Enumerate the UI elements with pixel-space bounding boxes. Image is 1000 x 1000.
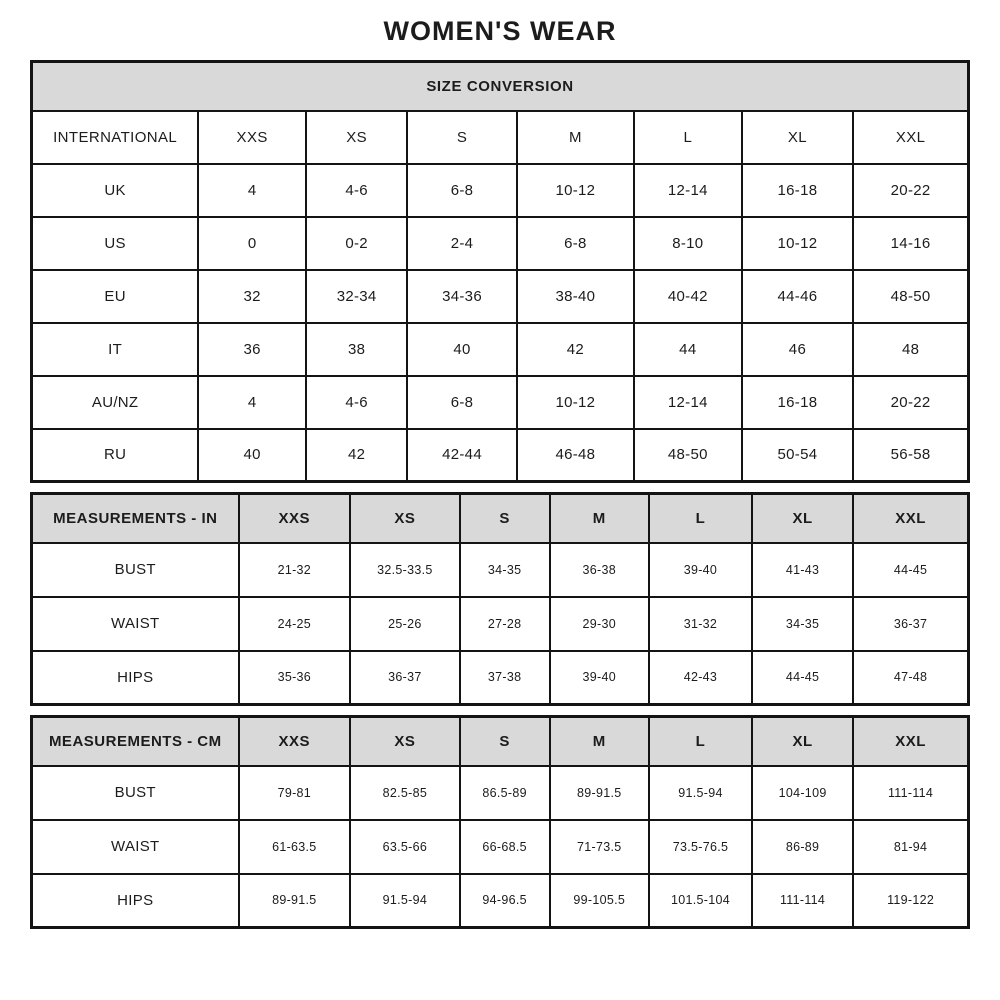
size-column-header: XS [350,717,460,766]
value-cell: 8-10 [634,217,742,270]
value-cell: 48-50 [634,429,742,482]
value-cell: 20-22 [853,164,968,217]
measurements-cm-table [30,715,970,929]
row-label: WAIST [32,597,239,651]
row-label: AU/NZ [32,376,199,429]
size-column-header: XS [306,111,407,164]
size-column-header: M [550,717,649,766]
value-cell: 6-8 [407,164,517,217]
value-cell: 39-40 [550,651,649,705]
size-column-header: S [460,717,550,766]
size-column-header: XS [350,494,460,543]
table-row [32,323,969,376]
measurements-in-table [30,492,970,706]
value-cell: 6-8 [407,376,517,429]
table-header-row [32,494,969,543]
value-cell: 16-18 [742,376,854,429]
value-cell: 14-16 [853,217,968,270]
size-column-header: XXL [853,717,968,766]
row-label: US [32,217,199,270]
value-cell: 46-48 [517,429,634,482]
value-cell: 82.5-85 [350,766,460,820]
value-cell: 86.5-89 [460,766,550,820]
value-cell: 42-43 [649,651,752,705]
value-cell: 0-2 [306,217,407,270]
value-cell: 10-12 [742,217,854,270]
value-cell: 36 [198,323,306,376]
value-cell: 91.5-94 [649,766,752,820]
value-cell: 12-14 [634,376,742,429]
value-cell: 99-105.5 [550,874,649,928]
value-cell: 94-96.5 [460,874,550,928]
value-cell: 35-36 [239,651,351,705]
value-cell: 10-12 [517,376,634,429]
table-row [32,217,969,270]
value-cell: 89-91.5 [239,874,351,928]
value-cell: 40-42 [634,270,742,323]
value-cell: 42-44 [407,429,517,482]
value-cell: 32 [198,270,306,323]
value-cell: 111-114 [752,874,853,928]
table-row [32,874,969,928]
table-row [32,543,969,597]
value-cell: 31-32 [649,597,752,651]
value-cell: 27-28 [460,597,550,651]
value-cell: 86-89 [752,820,853,874]
table-header-row [32,717,969,766]
size-column-header: XL [742,111,854,164]
size-column-header: XXS [198,111,306,164]
size-conversion-table [30,60,970,483]
value-cell: 16-18 [742,164,854,217]
table-header-label: INTERNATIONAL [32,111,199,164]
row-label: UK [32,164,199,217]
value-cell: 73.5-76.5 [649,820,752,874]
value-cell: 44-45 [752,651,853,705]
table-row [32,376,969,429]
value-cell: 38 [306,323,407,376]
row-label: BUST [32,766,239,820]
table-row [32,597,969,651]
value-cell: 2-4 [407,217,517,270]
value-cell: 4 [198,376,306,429]
value-cell: 61-63.5 [239,820,351,874]
value-cell: 81-94 [853,820,968,874]
row-label: BUST [32,543,239,597]
value-cell: 32-34 [306,270,407,323]
value-cell: 29-30 [550,597,649,651]
value-cell: 104-109 [752,766,853,820]
value-cell: 46 [742,323,854,376]
value-cell: 66-68.5 [460,820,550,874]
value-cell: 32.5-33.5 [350,543,460,597]
size-column-header: XL [752,717,853,766]
table-header-label: MEASUREMENTS - IN [32,494,239,543]
table-row [32,164,969,217]
value-cell: 36-38 [550,543,649,597]
value-cell: 0 [198,217,306,270]
size-column-header: XXL [853,494,968,543]
value-cell: 47-48 [853,651,968,705]
row-label: HIPS [32,651,239,705]
value-cell: 79-81 [239,766,351,820]
value-cell: 42 [306,429,407,482]
size-column-header: S [407,111,517,164]
value-cell: 40 [198,429,306,482]
value-cell: 6-8 [517,217,634,270]
value-cell: 111-114 [853,766,968,820]
value-cell: 91.5-94 [350,874,460,928]
size-column-header: XXL [853,111,968,164]
value-cell: 101.5-104 [649,874,752,928]
size-column-header: L [649,494,752,543]
value-cell: 12-14 [634,164,742,217]
value-cell: 89-91.5 [550,766,649,820]
value-cell: 10-12 [517,164,634,217]
value-cell: 34-35 [460,543,550,597]
size-column-header: S [460,494,550,543]
row-label: EU [32,270,199,323]
value-cell: 25-26 [350,597,460,651]
table-row [32,429,969,482]
row-label: WAIST [32,820,239,874]
size-column-header: XXS [239,717,351,766]
value-cell: 36-37 [350,651,460,705]
table-row [32,651,969,705]
value-cell: 34-35 [752,597,853,651]
size-column-header: XL [752,494,853,543]
table-banner: SIZE CONVERSION [32,62,969,111]
value-cell: 119-122 [853,874,968,928]
table-row [32,766,969,820]
value-cell: 38-40 [517,270,634,323]
table-header-label: MEASUREMENTS - CM [32,717,239,766]
value-cell: 71-73.5 [550,820,649,874]
table-row [32,820,969,874]
table-header-row [32,111,969,164]
value-cell: 21-32 [239,543,351,597]
value-cell: 44-46 [742,270,854,323]
size-column-header: L [634,111,742,164]
value-cell: 48 [853,323,968,376]
value-cell: 63.5-66 [350,820,460,874]
size-column-header: L [649,717,752,766]
row-label: RU [32,429,199,482]
value-cell: 56-58 [853,429,968,482]
size-column-header: M [517,111,634,164]
value-cell: 4-6 [306,164,407,217]
value-cell: 34-36 [407,270,517,323]
value-cell: 48-50 [853,270,968,323]
page-title: WOMEN'S WEAR [383,16,617,46]
value-cell: 4-6 [306,376,407,429]
value-cell: 44 [634,323,742,376]
value-cell: 44-45 [853,543,968,597]
value-cell: 41-43 [752,543,853,597]
value-cell: 20-22 [853,376,968,429]
value-cell: 42 [517,323,634,376]
size-column-header: XXS [239,494,351,543]
value-cell: 40 [407,323,517,376]
row-label: HIPS [32,874,239,928]
value-cell: 36-37 [853,597,968,651]
value-cell: 39-40 [649,543,752,597]
value-cell: 4 [198,164,306,217]
value-cell: 24-25 [239,597,351,651]
value-cell: 37-38 [460,651,550,705]
value-cell: 50-54 [742,429,854,482]
table-banner-row [32,62,969,111]
size-column-header: M [550,494,649,543]
row-label: IT [32,323,199,376]
table-row [32,270,969,323]
